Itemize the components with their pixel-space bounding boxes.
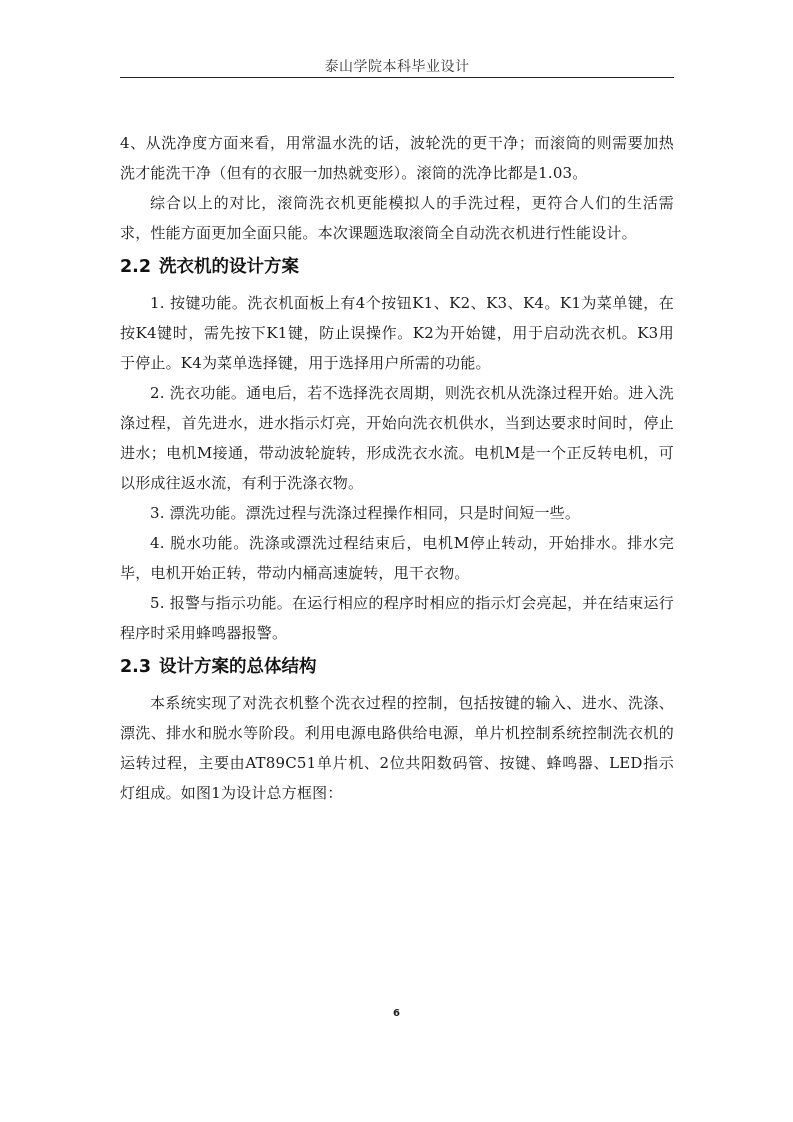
section-title: 洗衣机的设计方案 <box>159 257 300 277</box>
section-heading-2-2 <box>120 252 674 282</box>
paragraph-wash-cleanliness: 4、从洗净度方面来看，用常温水洗的话，波轮洗的更干净；而滚筒的则需要加热洗才能洗干净（但有的衣服一加热就变形）。滚筒的洗净比都是1.03。 <box>120 134 674 182</box>
section-heading-2-3 <box>120 652 674 682</box>
list-item-key-function: 1. 按键功能。洗衣机面板上有4个按钮K1、K2、K3、K4。K1为菜单键，在按K4键时，需先按下K1键，防止误操作。K2为开始键，用于启动洗衣机。K3用于停止。K4为菜单选择键，用于选择用户所需的功能。 <box>120 294 674 372</box>
header-rule <box>120 77 674 78</box>
running-header: 泰山学院本科毕业设计 <box>324 59 470 75</box>
section-number: 2.2 <box>120 257 152 277</box>
page-body <box>120 128 674 808</box>
paragraph-comparison-summary: 综合以上的对比，滚筒洗衣机更能模拟人的手洗过程，更符合人们的生活需求，性能方面更加全面只能。本次课题选取滚筒全自动洗衣机进行性能设计。 <box>120 194 674 242</box>
section-number: 2.3 <box>120 657 152 677</box>
list-item-alarm-function: 5. 报警与指示功能。在运行相应的程序时相应的指示灯会亮起，并在结束运行程序时采用蜂鸣器报警。 <box>120 594 674 642</box>
list-item-spin-function: 4. 脱水功能。洗涤或漂洗过程结束后，电机M停止转动，开始排水。排水完毕，电机开始正转，带动内桶高速旋转，甩干衣物。 <box>120 534 674 582</box>
paragraph-system-structure: 本系统实现了对洗衣机整个洗衣过程的控制，包括按键的输入、进水、洗涤、漂洗、排水和脱水等阶段。利用电源电路供给电源，单片机控制系统控制洗衣机的运转过程，主要由AT89C51单片机、2位共阳数码管、按键、蜂鸣器、LED指示灯组成。如图1为设计总方框图： <box>120 694 674 802</box>
page-number: 6 <box>393 1008 400 1019</box>
list-item-wash-function: 2. 洗衣功能。通电后，若不选择洗衣周期，则洗衣机从洗涤过程开始。进入洗涤过程，首先进水，进水指示灯亮，开始向洗衣机供水，当到达要求时间时，停止进水；电机M接通，带动波轮旋转，形成洗衣水流。电机M是一个正反转电机，可以形成往返水流，有利于洗涤衣物。 <box>120 384 674 492</box>
list-item-rinse-function: 3. 漂洗功能。漂洗过程与洗涤过程操作相同，只是时间短一些。 <box>150 504 581 522</box>
section-title: 设计方案的总体结构 <box>159 657 317 677</box>
